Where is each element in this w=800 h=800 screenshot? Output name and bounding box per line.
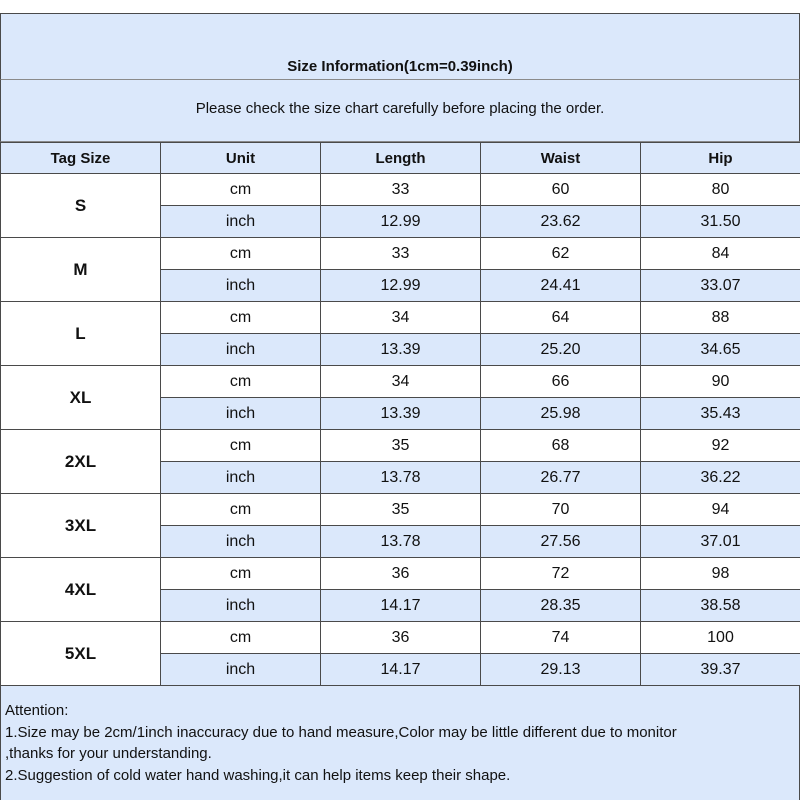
length-cell: 12.99 — [321, 206, 481, 238]
hip-cell: 90 — [641, 366, 800, 398]
hip-cell: 39.37 — [641, 654, 800, 686]
waist-cell: 25.20 — [481, 334, 641, 366]
length-cell: 33 — [321, 238, 481, 270]
header-unit: Unit — [161, 143, 321, 174]
tag-size-cell: 3XL — [1, 494, 161, 558]
attention-notes — [0, 686, 800, 800]
hip-cell: 38.58 — [641, 590, 800, 622]
header-hip: Hip — [641, 143, 800, 174]
waist-cell: 64 — [481, 302, 641, 334]
unit-cell: cm — [161, 366, 321, 398]
waist-cell: 29.13 — [481, 654, 641, 686]
waist-cell: 70 — [481, 494, 641, 526]
unit-cell: cm — [161, 302, 321, 334]
tag-size-cell: M — [1, 238, 161, 302]
hip-cell: 88 — [641, 302, 800, 334]
header-waist: Waist — [481, 143, 641, 174]
waist-cell: 24.41 — [481, 270, 641, 302]
hip-cell: 84 — [641, 238, 800, 270]
hip-cell: 35.43 — [641, 398, 800, 430]
table-row — [1, 366, 800, 398]
header-tag-size: Tag Size — [1, 143, 161, 174]
length-cell: 13.39 — [321, 334, 481, 366]
waist-cell: 62 — [481, 238, 641, 270]
waist-cell: 60 — [481, 174, 641, 206]
length-cell: 13.78 — [321, 462, 481, 494]
hip-cell: 94 — [641, 494, 800, 526]
hip-cell: 31.50 — [641, 206, 800, 238]
hip-cell: 92 — [641, 430, 800, 462]
top-strip — [0, 0, 800, 14]
notes-line: 1.Size may be 2cm/1inch inaccuracy due to hand measure,Color may be little different due to monitor — [5, 723, 677, 741]
table-row — [1, 494, 800, 526]
table-header-row — [1, 143, 800, 174]
tag-size-cell: XL — [1, 366, 161, 430]
waist-cell: 27.56 — [481, 526, 641, 558]
table-row — [1, 558, 800, 590]
table-row — [1, 430, 800, 462]
table-row — [1, 174, 800, 206]
unit-cell: inch — [161, 398, 321, 430]
page-title: Size Information(1cm=0.39inch) — [287, 58, 513, 75]
notes-line: ,thanks for your understanding. — [5, 745, 212, 762]
unit-cell: cm — [161, 558, 321, 590]
length-cell: 36 — [321, 622, 481, 654]
waist-cell: 28.35 — [481, 590, 641, 622]
unit-cell: cm — [161, 430, 321, 462]
unit-cell: cm — [161, 238, 321, 270]
waist-cell: 26.77 — [481, 462, 641, 494]
tag-size-cell: L — [1, 302, 161, 366]
unit-cell: inch — [161, 590, 321, 622]
notes-line: 2.Suggestion of cold water hand washing,it can help items keep their shape. — [5, 766, 511, 784]
subtitle-band — [0, 80, 800, 142]
waist-cell: 23.62 — [481, 206, 641, 238]
hip-cell: 36.22 — [641, 462, 800, 494]
waist-cell: 74 — [481, 622, 641, 654]
notes-heading: Attention: — [5, 702, 69, 719]
unit-cell: inch — [161, 462, 321, 494]
tag-size-cell: S — [1, 174, 161, 238]
hip-cell: 37.01 — [641, 526, 800, 558]
length-cell: 14.17 — [321, 654, 481, 686]
tag-size-cell: 4XL — [1, 558, 161, 622]
length-cell: 14.17 — [321, 590, 481, 622]
page-subtitle: Please check the size chart carefully before placing the order. — [195, 100, 605, 117]
waist-cell: 25.98 — [481, 398, 641, 430]
size-table — [0, 142, 800, 686]
unit-cell: inch — [161, 206, 321, 238]
title-band — [0, 14, 800, 80]
length-cell: 13.78 — [321, 526, 481, 558]
header-length: Length — [321, 143, 481, 174]
tag-size-cell: 2XL — [1, 430, 161, 494]
length-cell: 34 — [321, 302, 481, 334]
length-cell: 35 — [321, 494, 481, 526]
length-cell: 12.99 — [321, 270, 481, 302]
unit-cell: inch — [161, 334, 321, 366]
length-cell: 33 — [321, 174, 481, 206]
unit-cell: cm — [161, 494, 321, 526]
hip-cell: 33.07 — [641, 270, 800, 302]
unit-cell: cm — [161, 622, 321, 654]
hip-cell: 80 — [641, 174, 800, 206]
unit-cell: inch — [161, 526, 321, 558]
unit-cell: cm — [161, 174, 321, 206]
waist-cell: 72 — [481, 558, 641, 590]
length-cell: 35 — [321, 430, 481, 462]
table-row — [1, 238, 800, 270]
unit-cell: inch — [161, 270, 321, 302]
table-row — [1, 622, 800, 654]
table-row — [1, 302, 800, 334]
length-cell: 13.39 — [321, 398, 481, 430]
length-cell: 34 — [321, 366, 481, 398]
waist-cell: 66 — [481, 366, 641, 398]
hip-cell: 100 — [641, 622, 800, 654]
hip-cell: 98 — [641, 558, 800, 590]
unit-cell: inch — [161, 654, 321, 686]
table-body — [1, 174, 800, 686]
tag-size-cell: 5XL — [1, 622, 161, 686]
length-cell: 36 — [321, 558, 481, 590]
hip-cell: 34.65 — [641, 334, 800, 366]
waist-cell: 68 — [481, 430, 641, 462]
